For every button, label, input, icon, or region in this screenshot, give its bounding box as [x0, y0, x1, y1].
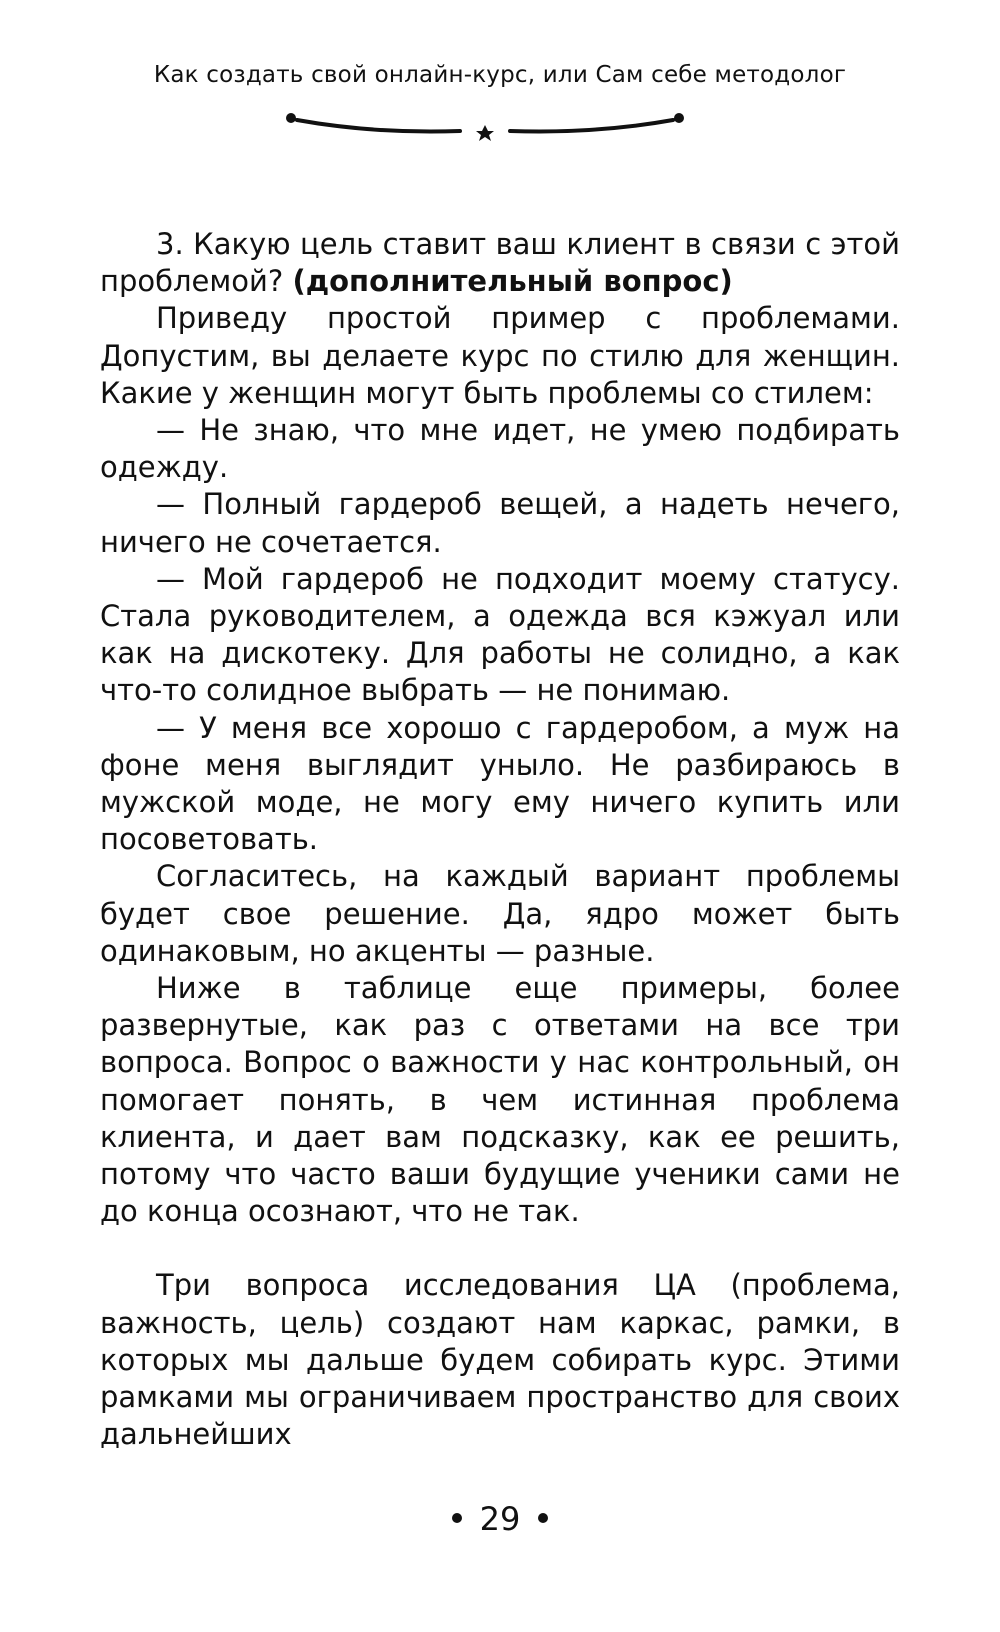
body-text [100, 226, 900, 1454]
ornament-swash-right [510, 120, 673, 132]
ornament-dot-right [674, 113, 684, 123]
list-item-problem-2: — Полный гардероб вещей, а надеть нечего, ничего не сочетается. [100, 487, 900, 559]
question-3 [100, 226, 900, 300]
list-item-problem-1: — Не знаю, что мне идет, не умею подбирать одежду. [100, 413, 900, 485]
paragraph-solutions: Согласитесь, на каждый вариант проблемы будет свое решение. Да, ядро может быть одинаковым, но акценты — разные. [100, 859, 900, 968]
page-number-bullet-left [452, 1513, 462, 1523]
running-header: Как создать свой онлайн-курс, или Сам себе методолог [153, 62, 847, 88]
paragraph-example-intro: Приведу простой пример с проблемами. Допустим, вы делаете курс по стилю для женщин. Какие у женщин могут быть проблемы со стилем: [100, 301, 900, 410]
ornament-divider [285, 110, 705, 150]
ornament-star-icon [476, 125, 494, 141]
question-3-text: 3. Какую цель ставит ваш клиент в связи с этой проблемой? [100, 227, 900, 299]
page-number-value: 29 [479, 1500, 521, 1538]
list-item-problem-3: — Мой гардероб не подходит моему статусу. Стала руководителем, а одежда вся кэжуал или как на дискотеку. Для работы не солидно, а как что-то солидное выбрать — не понимаю. [100, 561, 900, 708]
page-number [0, 1500, 1000, 1538]
ornament-dot-left [286, 113, 296, 123]
ornament-swash-left [297, 120, 460, 132]
paragraph-framework: Три вопроса исследования ЦА (проблема, важность, цель) создают нам каркас, рамки, в которых мы дальше будем собирать курс. Этими рамками мы ограничиваем пространство для своих дальнейших [100, 1268, 900, 1452]
page-number-bullet-right [538, 1513, 548, 1523]
paragraph-table-intro: Ниже в таблице еще примеры, более развернутые, как раз с ответами на все три вопроса. Вопрос о важности у нас контрольный, он помогает понять, в чем истинная проблема клиента, и дает вам подсказку, как ее решить, потому что часто ваши будущие ученики сами не до конца осознают, что не так. [100, 971, 900, 1229]
list-item-problem-4: — У меня все хорошо с гардеробом, а муж на фоне меня выглядит уныло. Не разбираюсь в мужской моде, не могу ему ничего купить или посоветовать. [100, 710, 900, 857]
question-3-note: (дополнительный вопрос) [292, 264, 733, 299]
